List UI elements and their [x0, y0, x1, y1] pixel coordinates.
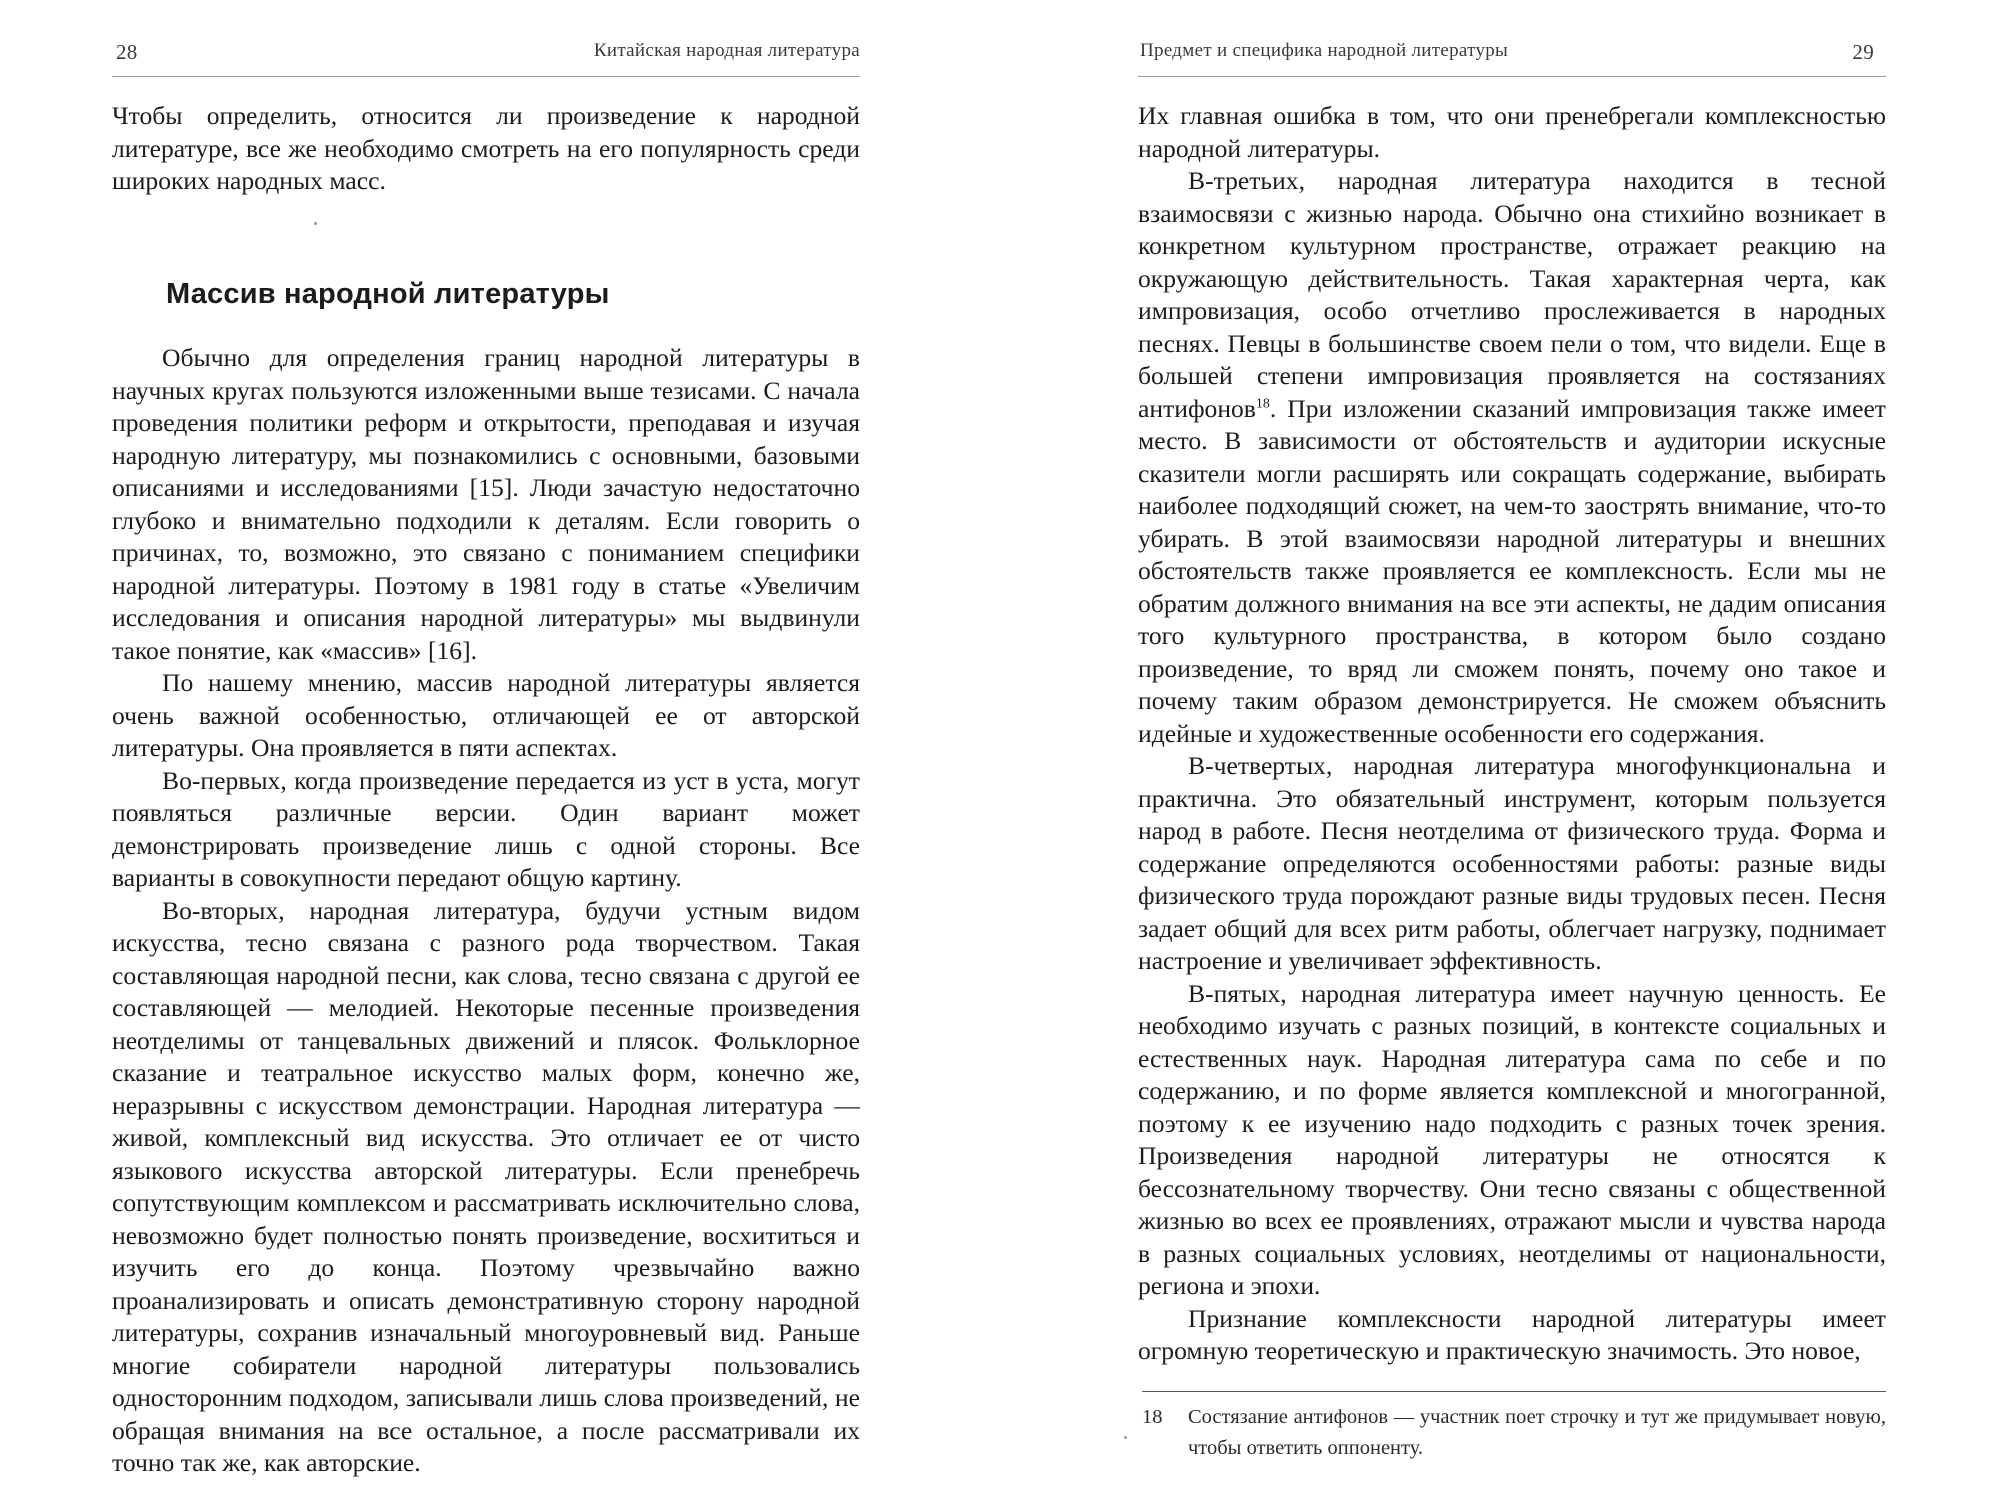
right-paragraph: В-четвертых, народная литература многофункциональна и практична. Это обязательный инструмент, которым пользуется народ в работе. Песня неотделима от физического труда. Форма и содержание определяются особенностями работы: разные виды физического труда порождают разные виды трудовых песен. Песня задает общий для всех ритм работы, облегчает нагрузку, поднимает настроение и увеличивает эффективность. — [1138, 751, 1886, 975]
print-speck — [314, 222, 317, 225]
footnote-reference: 18 — [1255, 395, 1270, 411]
right-page-number: 29 — [1852, 40, 1874, 64]
footnote — [1142, 1402, 1886, 1464]
footnote-text: Состязание антифонов — участник поет строчку и тут же придумывает новую, чтобы ответить оппоненту. — [1188, 1406, 1886, 1459]
paragraph-text: В-третьих, народная литература находится в тесной взаимосвязи с жизнью народа. Обычно она стихийно возникает в конкретном культурном пространстве, отражает реакцию на окружающую действительность. Такая характерная черта, как импровизация, особо отчетливо прослеживается в народных песнях. Певцы в большинстве своем пели о том, что видели. Еще в большей степени импровизация проявляется на состязаниях антифонов — [1138, 166, 1886, 423]
right-body-text — [1138, 100, 1886, 1368]
left-running-head — [112, 40, 860, 74]
section-heading: Массив народной литературы — [166, 277, 610, 310]
footnote-rule — [1142, 1391, 1886, 1392]
left-paragraph: По нашему мнению, массив народной литературы является очень важной особенностью, отличающей ее от авторской литературы. Она проявляется в пяти аспектах. — [112, 668, 860, 762]
left-running-title: Китайская народная литература — [593, 40, 860, 61]
right-paragraph: Признание комплексности народной литературы имеет огромную теоретическую и практическую значимость. Это новое, — [1138, 1303, 1886, 1365]
left-header-rule — [112, 76, 860, 77]
left-page-number: 28 — [116, 40, 138, 64]
right-header-rule — [1138, 76, 1886, 77]
right-running-title: Предмет и специфика народной литературы — [1140, 40, 1509, 61]
right-paragraph — [1138, 165, 1886, 750]
left-paragraph: Во-первых, когда произведение передается из уст в уста, могут появляться различные версии. Один вариант может демонстрировать произведение лишь с одной стороны. Все варианты в совокупности передают общую картину. — [112, 765, 860, 892]
right-running-head — [1138, 40, 1886, 74]
right-paragraph: В-пятых, народная литература имеет научную ценность. Ее необходимо изучать с разных позиций, в контексте социальных и естественных наук. Народная литература сама по себе и по содержанию, и по форме является комплексной и многогранной, поэтому к ее изучению надо подходить с разных точек зрения. Произведения народной литературы не относятся к бессознательному творчеству. Они тесно связаны с общественной жизнью во всех ее проявлениях, отражают мысли и чувства народа в разных социальных условиях, неотделимы от национальности, региона и эпохи. — [1138, 978, 1886, 1300]
print-speck — [1124, 1436, 1127, 1439]
footnote-number: 18 — [1142, 1406, 1163, 1428]
left-paragraph: Чтобы определить, относится ли произведение к народной литературе, все же необходимо смотреть на его популярность среди широких народных масс. — [112, 101, 860, 195]
right-paragraph: Их главная ошибка в том, что они пренебрегали комплексностью народной литературы. — [1138, 101, 1886, 163]
paragraph-text: . При изложении сказаний импровизация также имеет место. В зависимости от обстоятельств и аудитории искусные сказители могли расширять или сокращать содержание, выбирать наиболее подходящий сюжет, на чем-то заострять внимание, что-то убирать. В этой взаимосвязи народной литературы и внешних обстоятельств также проявляется ее комплексность. Если мы не обратим должного внимания на все эти аспекты, не дадим описания того культурного пространства, в котором было создано произведение, то вряд ли сможем понять, почему оно такое и почему таким образом демонстрируется. Не сможем объяснить идейные и художественные особенности его содержания. — [1138, 393, 1886, 748]
left-paragraph: Обычно для определения границ народной литературы в научных кругах пользуются изложенными выше тезисами. С начала проведения политики реформ и открытости, преподавая и изучая народную литературу, мы познакомились с основными, базовыми описаниями и исследованиями [15]. Люди зачастую недостаточно глубоко и внимательно подходили к деталям. Если говорить о причинах, то, возможно, это связано с пониманием специфики народной литературы. Поэтому в 1981 году в статье «Увеличим исследования и описания народной литературы» мы выдвинули такое понятие, как «массив» [16]. — [112, 343, 860, 665]
left-page — [112, 0, 860, 1508]
left-body-text — [112, 100, 860, 1480]
right-page — [1138, 0, 1886, 1508]
left-paragraph: Во-вторых, народная литература, будучи устным видом искусства, тесно связана с разного рода творчеством. Такая составляющая народной песни, как слова, тесно связана с другой ее составляющей — мелодией. Некоторые песенные произведения неотделимы от танцевальных движений и плясок. Фольклорное сказание и театральное искусство малых форм, конечно же, неразрывны с искусством демонстрации. Народная литература — живой, комплексный вид искусства. Это отличает ее от чисто языкового искусства авторской литературы. Если пренебречь сопутствующим комплексом и рассматривать исключительно слова, невозможно будет полностью понять произведение, восхититься и изучить его до конца. Поэтому чрезвычайно важно проанализировать и описать демонстративную сторону народной литературы, сохранив изначальный многоуровневый вид. Раньше многие собиратели народной литературы пользовались односторонним подходом, записывали лишь слова произведений, не обращая внимания на все остальное, а после рассматривали их точно так же, как авторские. — [112, 895, 860, 1477]
